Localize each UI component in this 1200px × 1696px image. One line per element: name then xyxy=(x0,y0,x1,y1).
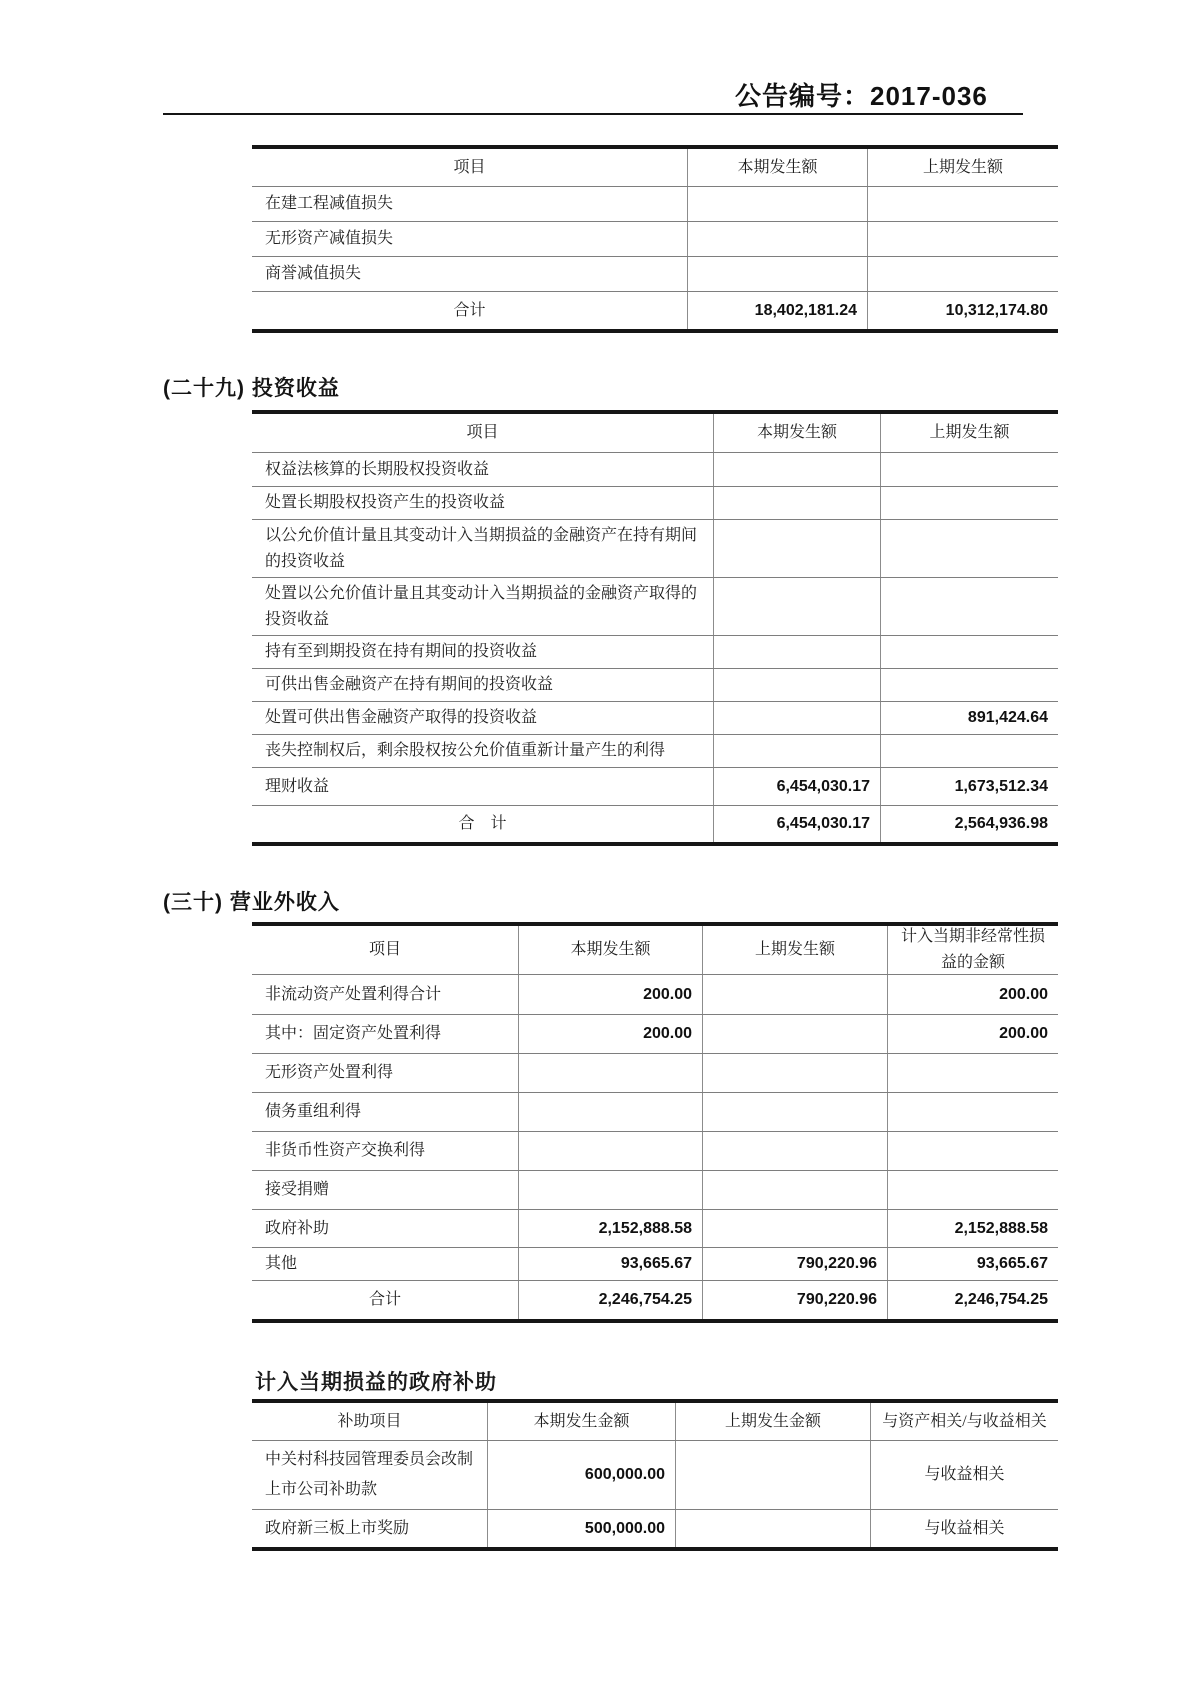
row-current-value xyxy=(713,578,880,635)
total-nonrecurring-value: 2,246,754.25 xyxy=(887,1281,1058,1319)
row-label: 处置长期股权投资产生的投资收益 xyxy=(265,494,506,511)
total-prior-value: 10,312,174.80 xyxy=(867,292,1058,329)
row-label: 持有至到期投资在持有期间的投资收益 xyxy=(265,643,538,660)
row-label: 在建工程减值损失 xyxy=(265,195,394,212)
column-header-item: 项目 xyxy=(453,158,486,176)
row-prior-value xyxy=(867,257,1058,291)
row-label: 可供出售金融资产在持有期间的投资收益 xyxy=(265,676,554,693)
notice-number: 公告编号：2017-036 xyxy=(735,81,988,111)
total-current-value: 6,454,030.17 xyxy=(713,806,880,842)
row-prior-value xyxy=(880,487,1058,519)
investment-income-table xyxy=(252,410,1058,846)
row-current-value xyxy=(713,669,880,701)
row-label: 权益法核算的长期股权投资收益 xyxy=(265,460,490,478)
table-row xyxy=(252,974,1058,1014)
row-prior-value xyxy=(702,1054,887,1092)
row-prior-value xyxy=(880,735,1058,767)
row-current-value: 2,152,888.58 xyxy=(518,1210,702,1247)
table-total-row xyxy=(252,291,1058,329)
row-nonrecurring-value xyxy=(887,1132,1058,1170)
row-current-value: 200.00 xyxy=(518,1015,702,1053)
row-nonrecurring-value xyxy=(887,1054,1058,1092)
table-header-row xyxy=(252,149,1058,186)
table-row xyxy=(252,1170,1058,1209)
table-row xyxy=(252,1092,1058,1131)
column-header-relation: 与资产相关/与收益相关 xyxy=(870,1403,1058,1440)
row-current-value xyxy=(518,1132,702,1170)
row-nonrecurring-value xyxy=(887,1171,1058,1209)
table-row xyxy=(252,668,1058,701)
row-prior-value xyxy=(702,1015,887,1053)
row-label: 处置以公允价值计量且其变动计入当期损益的金融资产取得的投资收益 xyxy=(265,584,698,628)
row-current-value xyxy=(687,257,867,291)
row-label: 其他 xyxy=(265,1255,298,1272)
row-prior-value xyxy=(880,578,1058,635)
column-header-prior: 上期发生额 xyxy=(702,926,887,974)
column-header-prior: 上期发生额 xyxy=(867,149,1058,186)
row-label: 无形资产处置利得 xyxy=(265,1064,394,1081)
subsidy-table-title: 计入当期损益的政府补助 xyxy=(255,1370,497,1394)
row-prior-value xyxy=(675,1510,870,1547)
table-header-row xyxy=(252,926,1058,974)
column-header-current-amount: 本期发生金额 xyxy=(487,1403,675,1440)
row-current-value xyxy=(687,187,867,221)
row-prior-value: 790,220.96 xyxy=(702,1248,887,1280)
row-prior-value xyxy=(880,636,1058,668)
total-prior-value: 790,220.96 xyxy=(702,1281,887,1319)
row-prior-value xyxy=(867,187,1058,221)
column-header-prior-amount: 上期发生金额 xyxy=(675,1403,870,1440)
row-current-value: 93,665.67 xyxy=(518,1248,702,1280)
row-relation-value: 与收益相关 xyxy=(870,1510,1058,1547)
row-prior-value xyxy=(880,520,1058,577)
table-row xyxy=(252,256,1058,291)
table-header-row xyxy=(252,414,1058,452)
row-prior-value xyxy=(880,453,1058,486)
table-row xyxy=(252,186,1058,221)
row-prior-value: 891,424.64 xyxy=(880,702,1058,734)
row-label: 以公允价值计量且其变动计入当期损益的金融资产在持有期间的投资收益 xyxy=(265,526,698,570)
row-label: 接受捐赠 xyxy=(265,1181,330,1198)
row-prior-value xyxy=(702,1210,887,1247)
column-header-subsidy-item: 补助项目 xyxy=(337,1412,402,1430)
row-current-value xyxy=(713,520,880,577)
table-row xyxy=(252,1247,1058,1280)
row-prior-value xyxy=(867,222,1058,256)
row-prior-value: 1,673,512.34 xyxy=(880,768,1058,805)
table-row xyxy=(252,1209,1058,1247)
row-label: 政府补助 xyxy=(265,1219,330,1237)
table-row xyxy=(252,1440,1058,1509)
row-current-value: 6,454,030.17 xyxy=(713,768,880,805)
row-label: 政府新三板上市奖励 xyxy=(265,1519,410,1537)
row-nonrecurring-value xyxy=(887,1093,1058,1131)
total-current-value: 2,246,754.25 xyxy=(518,1281,702,1319)
table-row xyxy=(252,1053,1058,1092)
table-row xyxy=(252,221,1058,256)
table-row xyxy=(252,452,1058,486)
row-prior-value xyxy=(880,669,1058,701)
government-subsidy-table xyxy=(252,1399,1058,1551)
row-label: 丧失控制权后，剩余股权按公允价值重新计量产生的利得 xyxy=(265,742,666,759)
total-prior-value: 2,564,936.98 xyxy=(880,806,1058,842)
column-header-current: 本期发生额 xyxy=(687,149,867,186)
row-current-value xyxy=(518,1054,702,1092)
row-label: 无形资产减值损失 xyxy=(265,230,394,247)
row-label: 中关村科技园管理委员会改制上市公司补助款 xyxy=(265,1451,474,1498)
column-header-prior: 上期发生额 xyxy=(880,414,1058,452)
row-nonrecurring-value: 200.00 xyxy=(887,975,1058,1014)
table-total-row xyxy=(252,1280,1058,1319)
total-label: 合计 xyxy=(453,301,486,319)
column-header-nonrecurring: 计入当期非经常性损益的金额 xyxy=(887,926,1058,974)
row-label: 债务重组利得 xyxy=(265,1103,362,1120)
table-row xyxy=(252,734,1058,767)
row-nonrecurring-value: 93,665.67 xyxy=(887,1248,1058,1280)
row-prior-value xyxy=(675,1441,870,1509)
table-header-row xyxy=(252,1403,1058,1440)
row-current-value xyxy=(713,735,880,767)
row-nonrecurring-value: 2,152,888.58 xyxy=(887,1210,1058,1247)
row-current-value xyxy=(713,487,880,519)
total-label: 合计 xyxy=(368,1291,401,1308)
row-current-value: 500,000.00 xyxy=(487,1510,675,1547)
row-label: 非货币性资产交换利得 xyxy=(265,1142,426,1159)
table-row xyxy=(252,1131,1058,1170)
table-row xyxy=(252,486,1058,519)
row-current-value xyxy=(518,1171,702,1209)
row-label: 非流动资产处置利得合计 xyxy=(265,985,442,1003)
row-label: 处置可供出售金融资产取得的投资收益 xyxy=(265,709,538,726)
total-current-value: 18,402,181.24 xyxy=(687,292,867,329)
table-row xyxy=(252,519,1058,577)
column-header-current: 本期发生额 xyxy=(713,414,880,452)
impairment-table xyxy=(252,145,1058,333)
row-current-value xyxy=(713,702,880,734)
header-rule xyxy=(163,113,1023,115)
row-current-value xyxy=(713,636,880,668)
row-current-value: 600,000.00 xyxy=(487,1441,675,1509)
row-prior-value xyxy=(702,1093,887,1131)
table-row xyxy=(252,767,1058,805)
total-label: 合 计 xyxy=(458,815,507,832)
section-title-non-operating-income: (三十) 营业外收入 xyxy=(163,891,340,914)
row-relation-value: 与收益相关 xyxy=(870,1441,1058,1509)
row-nonrecurring-value: 200.00 xyxy=(887,1015,1058,1053)
table-row xyxy=(252,577,1058,635)
table-row xyxy=(252,635,1058,668)
row-label: 商誉减值损失 xyxy=(265,265,362,282)
non-operating-income-table xyxy=(252,922,1058,1323)
table-row xyxy=(252,1014,1058,1053)
table-row xyxy=(252,1509,1058,1547)
row-current-value: 200.00 xyxy=(518,975,702,1014)
row-prior-value xyxy=(702,1132,887,1170)
row-current-value xyxy=(713,453,880,486)
column-header-item: 项目 xyxy=(466,424,499,441)
column-header-current: 本期发生额 xyxy=(518,926,702,974)
row-prior-value xyxy=(702,1171,887,1209)
column-header-item: 项目 xyxy=(368,941,401,958)
table-total-row xyxy=(252,805,1058,842)
row-prior-value xyxy=(702,975,887,1014)
row-label: 其中：固定资产处置利得 xyxy=(265,1025,442,1042)
row-label: 理财收益 xyxy=(265,777,330,795)
row-current-value xyxy=(518,1093,702,1131)
table-row xyxy=(252,701,1058,734)
row-current-value xyxy=(687,222,867,256)
section-title-investment-income: (二十九) 投资收益 xyxy=(163,377,340,400)
